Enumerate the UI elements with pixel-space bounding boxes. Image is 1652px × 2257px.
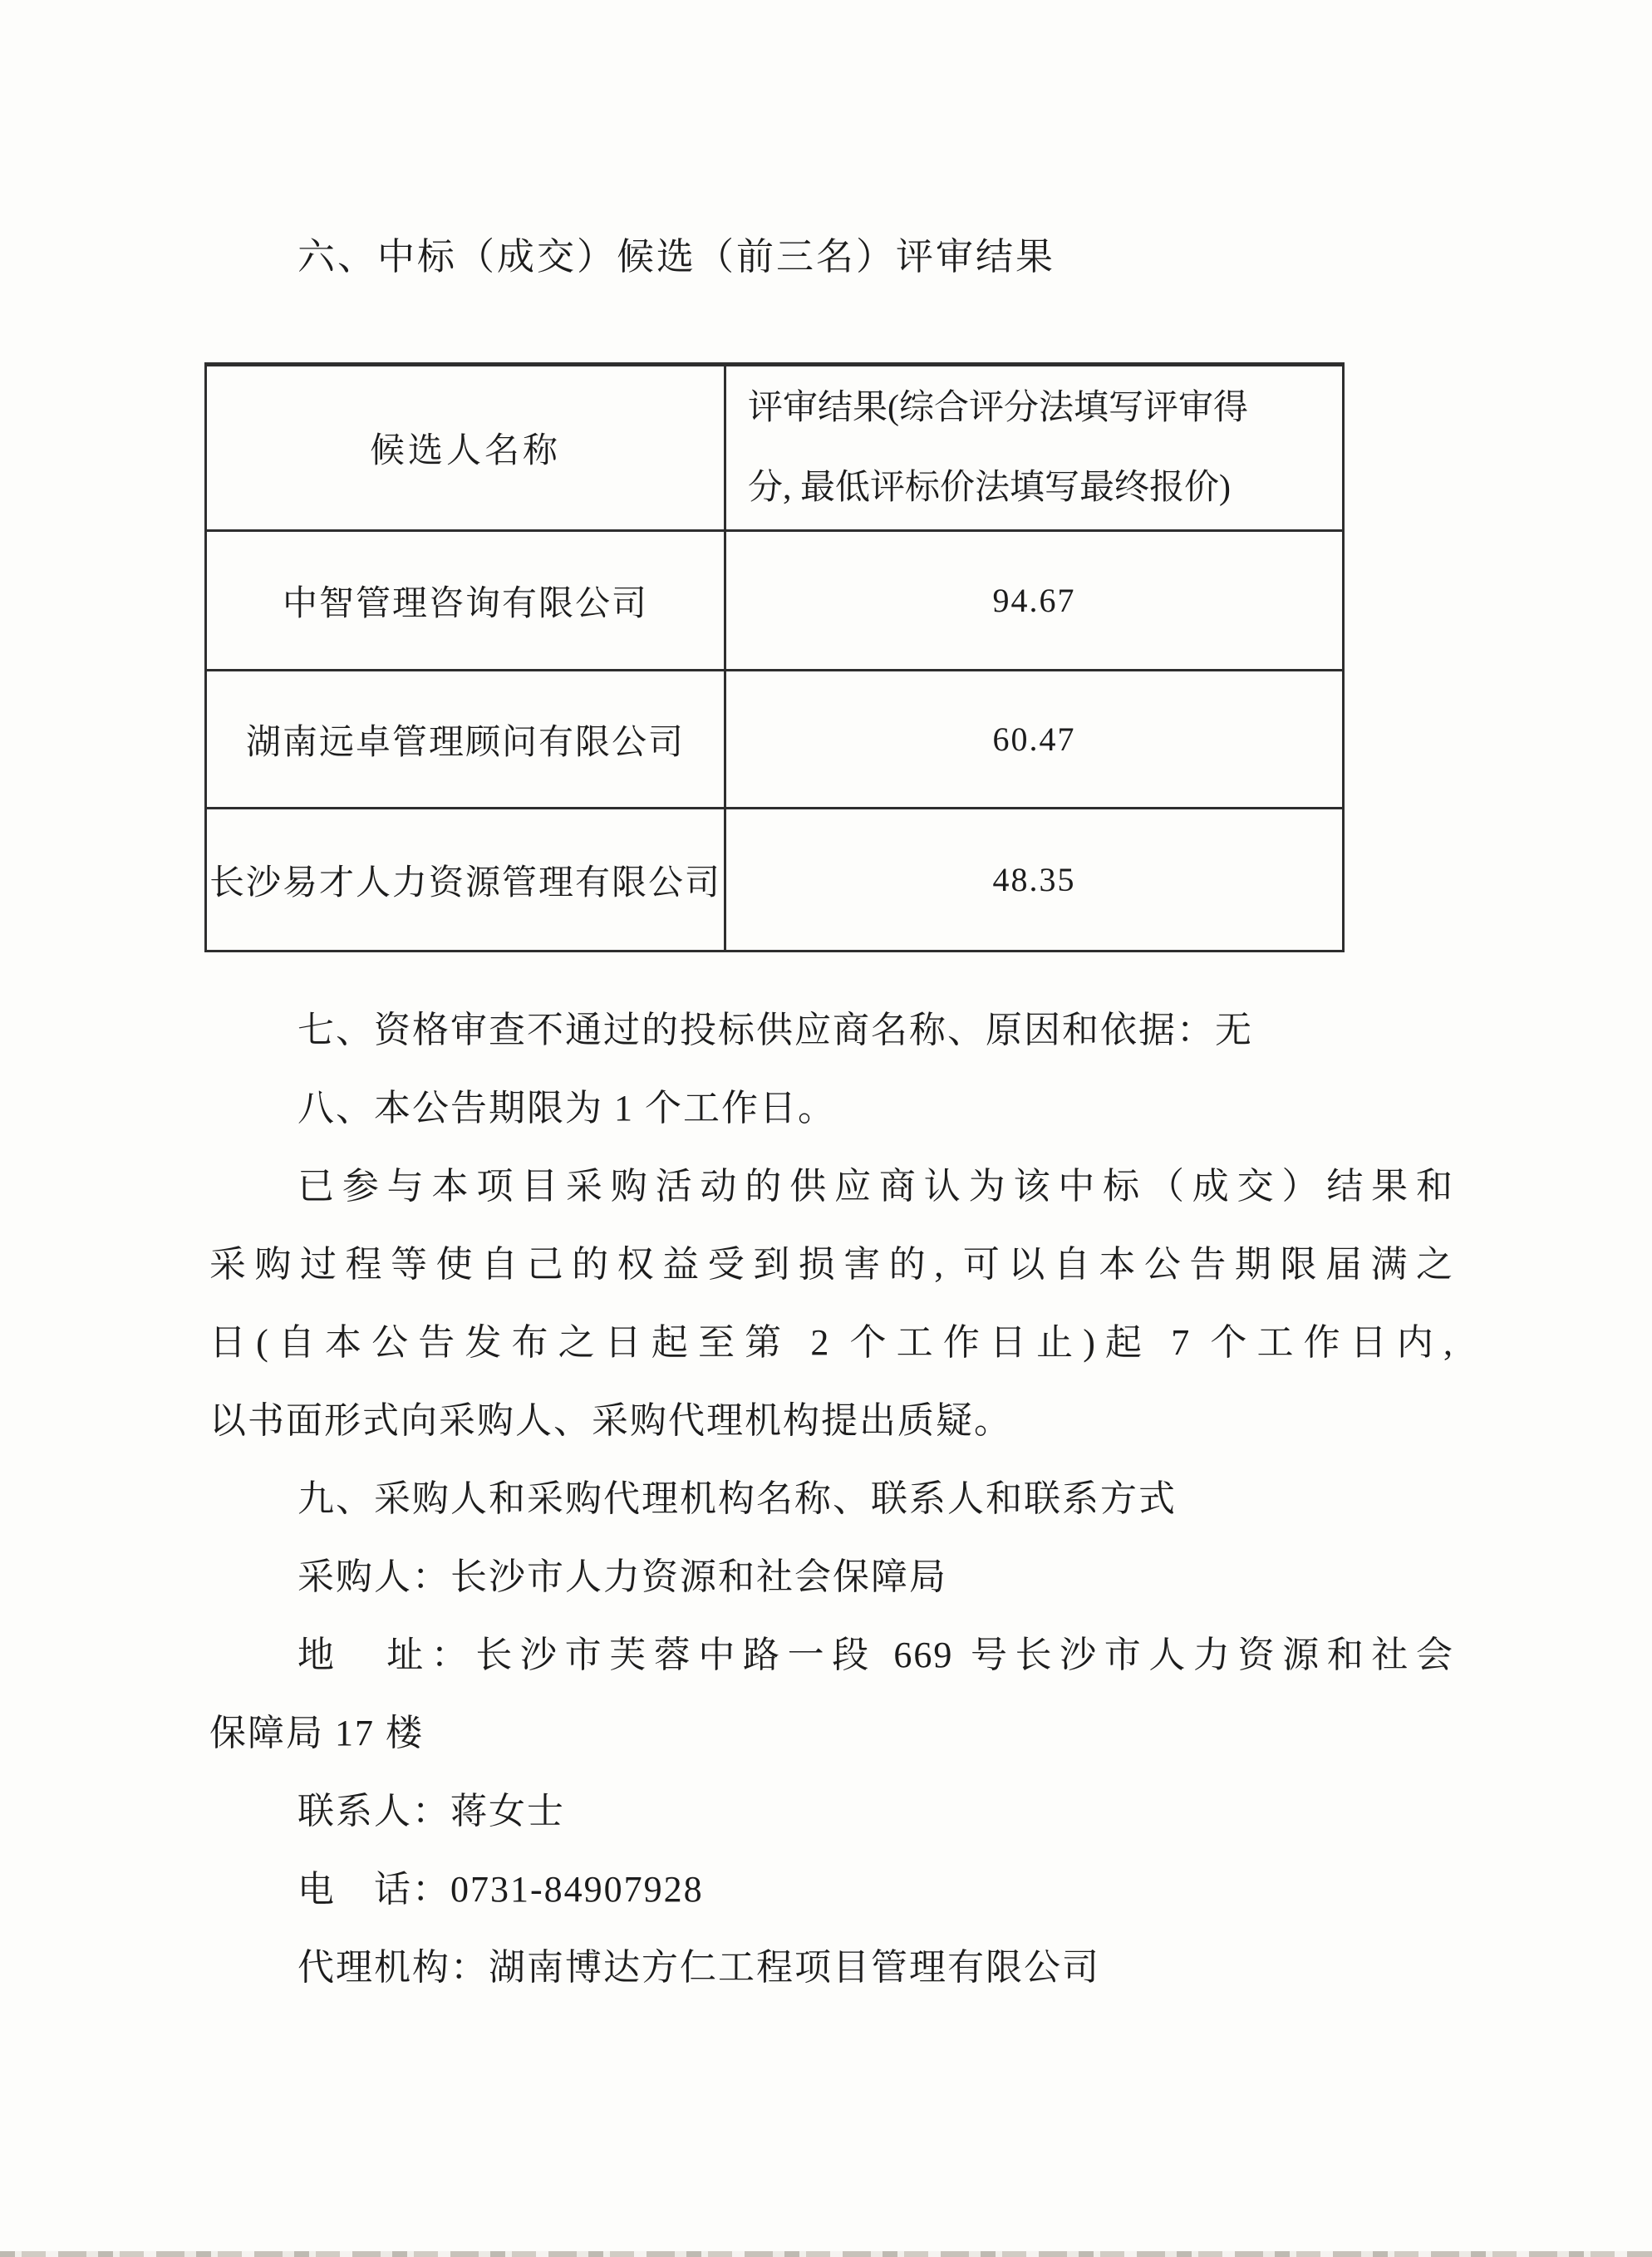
evaluation-score-cell: 60.47 <box>725 671 1344 809</box>
document-line: 七、资格审查不通过的投标供应商名称、原因和依据：无 <box>297 1010 1253 1050</box>
candidate-name-cell: 长沙易才人力资源管理有限公司 <box>206 809 725 951</box>
candidate-row <box>206 531 1344 671</box>
scan-bottom-edge-artifact <box>0 2251 1652 2257</box>
document-line: 地 址：长沙市芙蓉中路一段 669 号长沙市人力资源和社会 <box>297 1635 1454 1675</box>
document-line: 采购人：长沙市人力资源和社会保障局 <box>297 1556 947 1597</box>
table-header-candidate-name: 候选人名称 <box>206 365 725 531</box>
table-header-evaluation-result-line2: 分, 最低评标价法填写最终报价) <box>748 469 1231 507</box>
candidate-row <box>206 671 1344 809</box>
evaluation-score-cell: 48.35 <box>725 809 1344 951</box>
candidate-name-cell: 湖南远卓管理顾问有限公司 <box>206 671 725 809</box>
table-header-evaluation-result-line1: 评审结果(综合评分法填写评审得 <box>748 389 1248 427</box>
document-line: 九、采购人和采购代理机构名称、联系人和联系方式 <box>297 1478 1177 1519</box>
table-header-row <box>206 365 1344 531</box>
section-6-heading: 六、中标（成交）候选（前三名）评审结果 <box>297 236 1056 278</box>
table-header-evaluation-result <box>725 365 1344 531</box>
candidate-row <box>206 809 1344 951</box>
evaluation-score-cell: 94.67 <box>725 531 1344 671</box>
document-line: 代理机构：湖南博达方仁工程项目管理有限公司 <box>297 1947 1100 1988</box>
document-line: 保障局 17 楼 <box>209 1713 424 1753</box>
document-line: 采购过程等使自己的权益受到损害的, 可以自本公告期限届满之 <box>209 1244 1454 1285</box>
candidate-name-cell: 中智管理咨询有限公司 <box>206 531 725 671</box>
document-line: 以书面形式向采购人、采购代理机构提出质疑。 <box>209 1400 1012 1441</box>
document-body <box>209 991 1454 2007</box>
document-line: 八、本公告期限为 1 个工作日。 <box>297 1088 836 1128</box>
document-line: 日(自本公告发布之日起至第 2 个工作日止)起 7 个工作日内, <box>209 1322 1454 1363</box>
evaluation-result-table <box>204 362 1345 952</box>
document-line: 已参与本项目采购活动的供应商认为该中标（成交）结果和 <box>297 1166 1454 1207</box>
document-line: 联系人：蒋女士 <box>297 1791 565 1832</box>
document-line: 电 话：0731-84907928 <box>297 1869 704 1910</box>
